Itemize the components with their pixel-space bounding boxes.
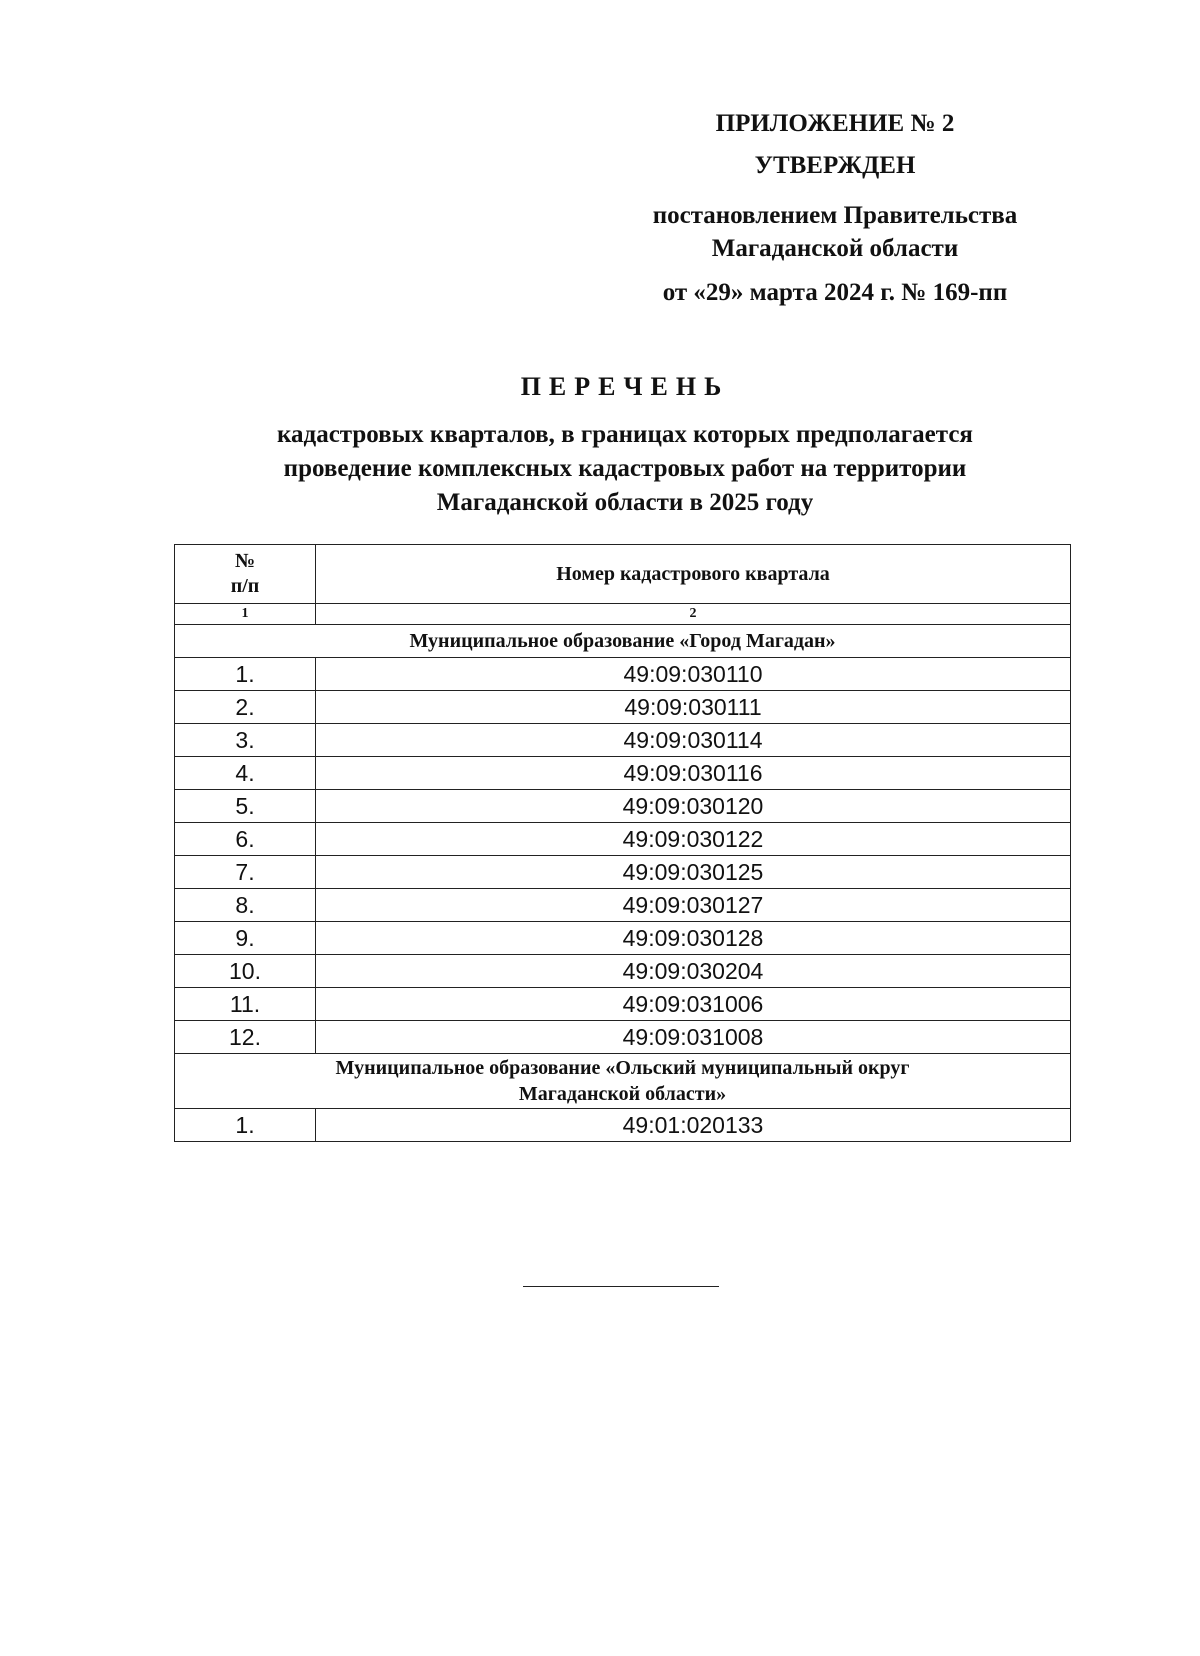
row-number: 4. [175,757,316,790]
column-index-row [175,604,1071,625]
table-row [175,922,1071,955]
row-number: 10. [175,955,316,988]
table-row [175,790,1071,823]
table-body [175,625,1071,1142]
subtitle-line-1: кадастровых кварталов, в границах которых предполагается [277,421,973,448]
table-row [175,1021,1071,1054]
row-number: 2. [175,691,316,724]
table-row [175,724,1071,757]
row-number: 5. [175,790,316,823]
cadastral-number: 49:01:020133 [316,1109,1071,1142]
appendix-label: ПРИЛОЖЕНИЕ № 2 [715,110,955,137]
row-number: 11. [175,988,316,1021]
table-row [175,823,1071,856]
header-number-abbr: п/п [230,575,260,597]
subtitle-line-2: проведение комплексных кадастровых работ на территории [283,455,967,482]
cadastral-number: 49:09:031006 [316,988,1071,1021]
row-number: 9. [175,922,316,955]
decree-line-1: постановлением Правительства [652,202,1018,229]
cadastral-number: 49:09:030111 [316,691,1071,724]
closing-rule [523,1286,719,1287]
row-number: 3. [175,724,316,757]
row-number: 8. [175,889,316,922]
cadastral-number: 49:09:030120 [316,790,1071,823]
section-title [175,625,1071,658]
row-number: 1. [175,658,316,691]
table-row [175,658,1071,691]
row-number: 1. [175,1109,316,1142]
document-subtitle [180,418,1070,520]
approved-label: УТВЕРЖДЕН [754,152,916,179]
header-number [175,545,316,604]
section-row [175,625,1071,658]
cadastral-number: 49:09:030122 [316,823,1071,856]
column-index-1: 1 [175,604,316,625]
row-number: 7. [175,856,316,889]
section-title-line: Муниципальное образование «Ольский муниципальный округ [335,1057,910,1079]
cadastral-number: 49:09:030125 [316,856,1071,889]
approval-block [610,105,1060,311]
document-title: ПЕРЕЧЕНЬ [520,372,730,401]
table-row [175,856,1071,889]
cadastral-number: 49:09:030110 [316,658,1071,691]
row-number: 6. [175,823,316,856]
cadastral-number: 49:09:030204 [316,955,1071,988]
section-title [175,1054,1071,1109]
table-row [175,691,1071,724]
table-row [175,757,1071,790]
header-cadastral: Номер кадастрового квартала [316,545,1071,604]
decree-line-2: Магаданской области [711,235,959,262]
column-index-2: 2 [316,604,1071,625]
table-header-row [175,545,1071,604]
cadastral-number: 49:09:030127 [316,889,1071,922]
row-number: 12. [175,1021,316,1054]
table-row [175,889,1071,922]
table-row [175,1109,1071,1142]
section-row [175,1054,1071,1109]
cadastral-quarters-table [174,544,1071,1142]
section-title-line: Магаданской области» [518,1083,727,1105]
cadastral-number: 49:09:030116 [316,757,1071,790]
cadastral-number: 49:09:030128 [316,922,1071,955]
cadastral-number: 49:09:030114 [316,724,1071,757]
subtitle-line-3: Магаданской области в 2025 году [436,489,814,516]
section-title-line: Муниципальное образование «Город Магадан» [409,630,836,652]
header-number-sign: № [234,550,256,572]
cadastral-number: 49:09:031008 [316,1021,1071,1054]
table-row [175,955,1071,988]
table-row [175,988,1071,1021]
decree-date: от «29» марта 2024 г. № 169-пп [662,279,1008,306]
